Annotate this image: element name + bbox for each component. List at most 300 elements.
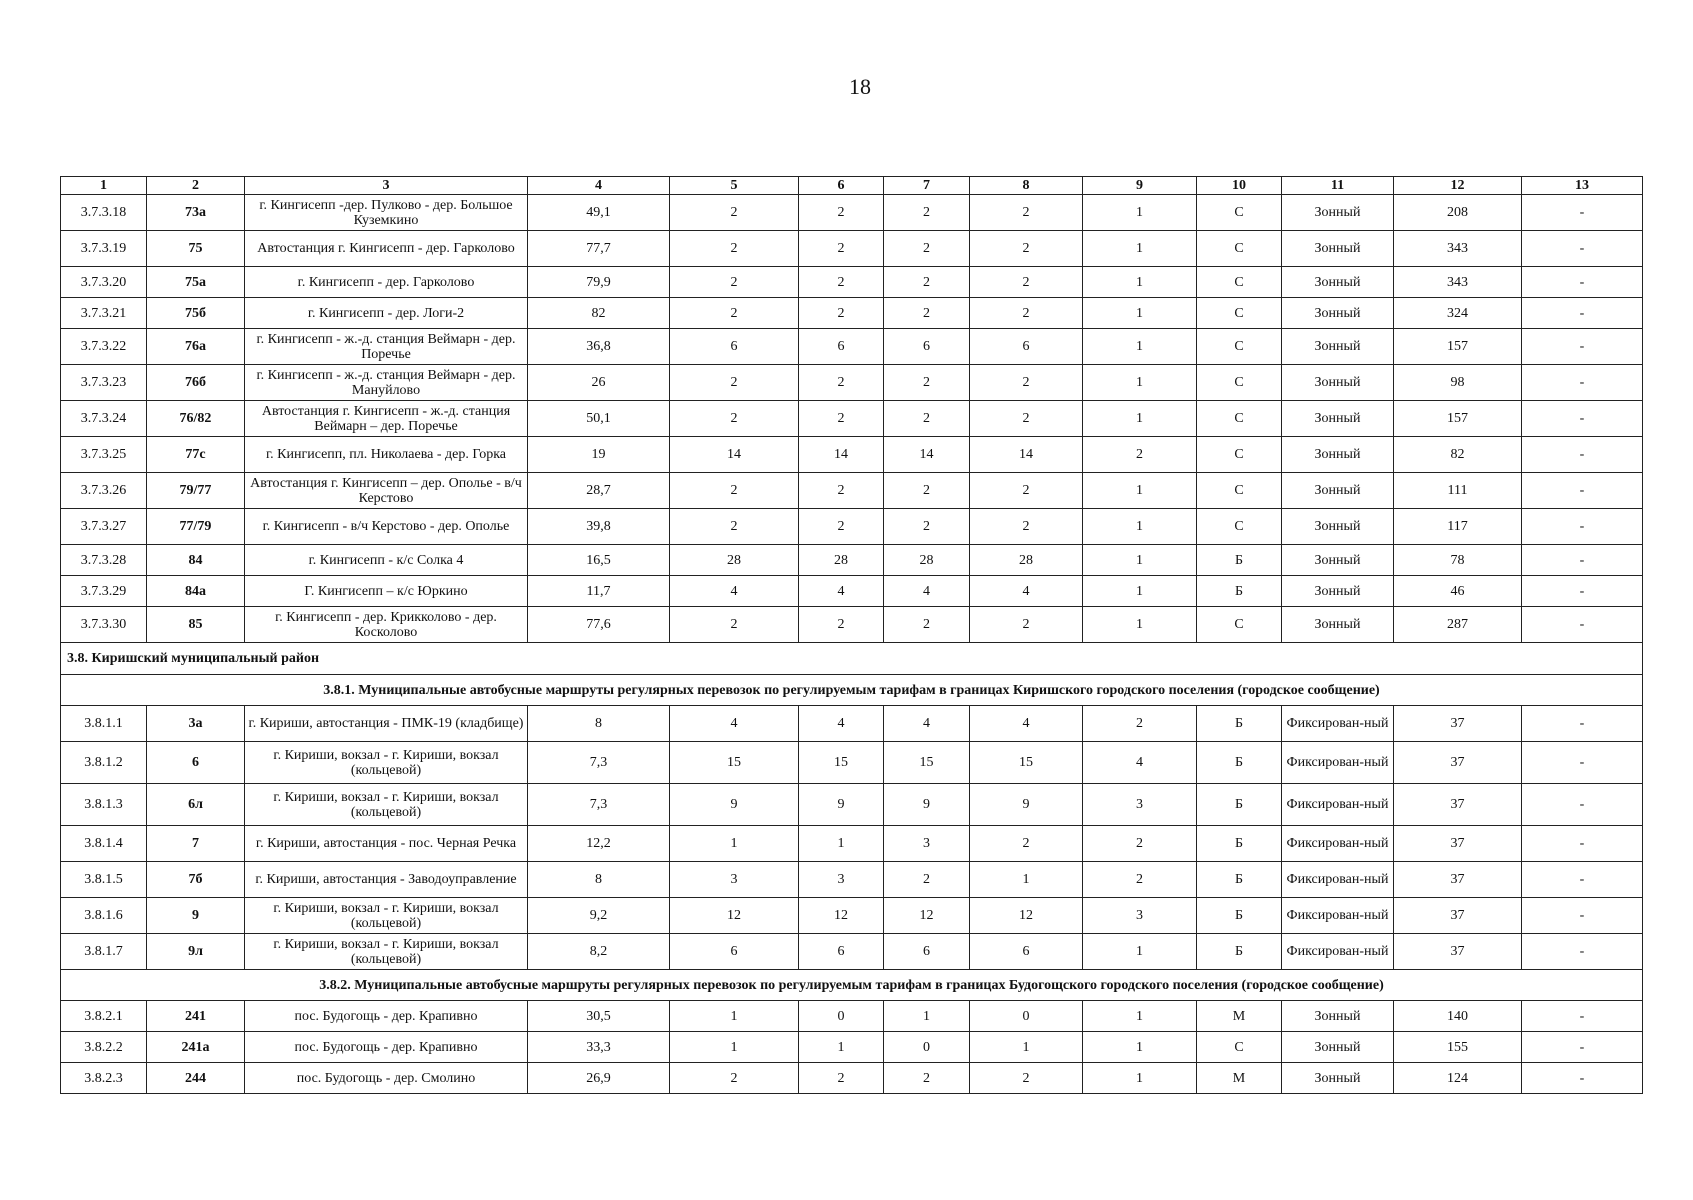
table-row <box>61 1032 1643 1063</box>
table-cell: Фиксирован-ный <box>1282 862 1394 898</box>
table-cell: 6 <box>884 329 970 365</box>
table-cell: 2 <box>884 607 970 643</box>
table-row <box>61 934 1643 970</box>
table-cell: 2 <box>670 473 799 509</box>
table-cell: 3.7.3.27 <box>61 509 147 545</box>
table-cell: Зонный <box>1282 473 1394 509</box>
table-cell: 157 <box>1394 329 1522 365</box>
table-cell: 2 <box>970 509 1083 545</box>
table-cell: 2 <box>884 473 970 509</box>
table-cell: Автостанция г. Кингисепп - ж.-д. станция Веймарн – дер. Поречье <box>245 401 528 437</box>
table-cell: 3 <box>799 862 884 898</box>
table-cell: 2 <box>970 607 1083 643</box>
table-cell: Г. Кингисепп – к/с Юркино <box>245 576 528 607</box>
table-cell: 343 <box>1394 231 1522 267</box>
table-cell: Б <box>1197 545 1282 576</box>
table-cell: 124 <box>1394 1063 1522 1094</box>
table-cell: Б <box>1197 862 1282 898</box>
table-cell: 3.7.3.22 <box>61 329 147 365</box>
table-cell: 26 <box>528 365 670 401</box>
table-cell: 4 <box>884 706 970 742</box>
column-header: 6 <box>799 177 884 195</box>
table-cell: 1 <box>970 862 1083 898</box>
subsection-heading-row <box>61 970 1643 1001</box>
table-cell: - <box>1522 298 1643 329</box>
table-cell: 26,9 <box>528 1063 670 1094</box>
table-cell: г. Кириши, вокзал - г. Кириши, вокзал (кольцевой) <box>245 742 528 784</box>
table-cell: 3 <box>884 826 970 862</box>
table-cell: Автостанция г. Кингисепп - дер. Гарколово <box>245 231 528 267</box>
table-cell: 79,9 <box>528 267 670 298</box>
table-cell: 0 <box>799 1001 884 1032</box>
table-cell: Автостанция г. Кингисепп – дер. Ополье - в/ч Керстово <box>245 473 528 509</box>
table-cell: 4 <box>884 576 970 607</box>
table-cell: 14 <box>799 437 884 473</box>
table-cell: 82 <box>1394 437 1522 473</box>
table-cell: 3.7.3.26 <box>61 473 147 509</box>
table-cell: 3 <box>1083 784 1197 826</box>
table-cell: 2 <box>670 231 799 267</box>
table-cell: Зонный <box>1282 267 1394 298</box>
table-cell: 4 <box>670 576 799 607</box>
table-cell: 1 <box>1083 267 1197 298</box>
table-cell: 2 <box>884 267 970 298</box>
table-cell: 16,5 <box>528 545 670 576</box>
table-cell: 14 <box>970 437 1083 473</box>
table-cell: 77/79 <box>147 509 245 545</box>
table-cell: Фиксирован-ный <box>1282 784 1394 826</box>
table-cell: - <box>1522 742 1643 784</box>
table-cell: 1 <box>670 826 799 862</box>
table-row <box>61 195 1643 231</box>
table-cell: г. Кириши, вокзал - г. Кириши, вокзал (кольцевой) <box>245 934 528 970</box>
table-cell: 111 <box>1394 473 1522 509</box>
table-cell: 6л <box>147 784 245 826</box>
table-cell: 9,2 <box>528 898 670 934</box>
table-cell: - <box>1522 545 1643 576</box>
table-cell: - <box>1522 231 1643 267</box>
table-cell: 0 <box>884 1032 970 1063</box>
table-cell: 7,3 <box>528 784 670 826</box>
table-cell: 2 <box>884 401 970 437</box>
table-cell: 9 <box>970 784 1083 826</box>
table-cell: 343 <box>1394 267 1522 298</box>
subsection-heading: 3.8.2. Муниципальные автобусные маршруты регулярных перевозок по регулируемым тарифам в границах Будогощского городского поселения (городское сообщение) <box>61 970 1643 1001</box>
table-cell: 6 <box>670 329 799 365</box>
table-cell: 9 <box>147 898 245 934</box>
table-cell: 12 <box>884 898 970 934</box>
table-cell: - <box>1522 473 1643 509</box>
table-cell: - <box>1522 934 1643 970</box>
table-cell: 37 <box>1394 784 1522 826</box>
table-cell: Зонный <box>1282 401 1394 437</box>
table-cell: 3а <box>147 706 245 742</box>
table-cell: 2 <box>884 862 970 898</box>
section-heading-row <box>61 643 1643 675</box>
table-cell: - <box>1522 509 1643 545</box>
subsection-heading-row <box>61 675 1643 706</box>
table-cell: Зонный <box>1282 1063 1394 1094</box>
table-cell: 4 <box>970 706 1083 742</box>
table-cell: 208 <box>1394 195 1522 231</box>
table-cell: г. Кингисепп - к/с Солка 4 <box>245 545 528 576</box>
table-cell: 1 <box>1083 365 1197 401</box>
table-cell: 3.8.1.3 <box>61 784 147 826</box>
table-cell: 2 <box>884 298 970 329</box>
table-cell: 1 <box>799 1032 884 1063</box>
table-header-row <box>61 177 1643 195</box>
table-row <box>61 545 1643 576</box>
table-cell: 9 <box>670 784 799 826</box>
table-cell: 30,5 <box>528 1001 670 1032</box>
table-cell: 3.8.1.5 <box>61 862 147 898</box>
table-cell: 46 <box>1394 576 1522 607</box>
routes-table <box>60 176 1643 1094</box>
table-cell: Зонный <box>1282 437 1394 473</box>
table-cell: 6 <box>884 934 970 970</box>
table-cell: 2 <box>970 1063 1083 1094</box>
table-cell: 7,3 <box>528 742 670 784</box>
table-cell: 3.8.2.1 <box>61 1001 147 1032</box>
table-cell: 2 <box>1083 862 1197 898</box>
table-cell: 2 <box>970 826 1083 862</box>
table-cell: Зонный <box>1282 329 1394 365</box>
table-cell: Фиксирован-ный <box>1282 934 1394 970</box>
table-row <box>61 898 1643 934</box>
table-cell: г. Кингисепп - ж.-д. станция Веймарн - дер. Мануйлово <box>245 365 528 401</box>
table-cell: 9 <box>799 784 884 826</box>
table-body <box>61 195 1643 1094</box>
table-cell: Зонный <box>1282 545 1394 576</box>
table-cell: 1 <box>1083 329 1197 365</box>
table-cell: 9 <box>884 784 970 826</box>
table-cell: 2 <box>670 1063 799 1094</box>
table-cell: 140 <box>1394 1001 1522 1032</box>
table-cell: 11,7 <box>528 576 670 607</box>
table-cell: пос. Будогощь - дер. Крапивно <box>245 1032 528 1063</box>
table-cell: г. Кириши, вокзал - г. Кириши, вокзал (кольцевой) <box>245 784 528 826</box>
table-cell: 2 <box>799 267 884 298</box>
table-cell: 1 <box>1083 1001 1197 1032</box>
table-cell: Б <box>1197 706 1282 742</box>
table-cell: 7 <box>147 826 245 862</box>
table-cell: 2 <box>884 195 970 231</box>
table-row <box>61 267 1643 298</box>
table-cell: - <box>1522 437 1643 473</box>
table-cell: 77с <box>147 437 245 473</box>
table-cell: - <box>1522 898 1643 934</box>
table-cell: 287 <box>1394 607 1522 643</box>
table-cell: 2 <box>799 607 884 643</box>
table-row <box>61 473 1643 509</box>
table-cell: 0 <box>970 1001 1083 1032</box>
table-cell: Б <box>1197 826 1282 862</box>
table-cell: 3.7.3.24 <box>61 401 147 437</box>
table-cell: С <box>1197 231 1282 267</box>
table-cell: 2 <box>884 365 970 401</box>
table-cell: С <box>1197 365 1282 401</box>
table-cell: 244 <box>147 1063 245 1094</box>
table-cell: 37 <box>1394 826 1522 862</box>
table-cell: 6 <box>799 934 884 970</box>
table-cell: - <box>1522 267 1643 298</box>
table-cell: 28,7 <box>528 473 670 509</box>
column-header: 3 <box>245 177 528 195</box>
table-cell: - <box>1522 401 1643 437</box>
table-cell: - <box>1522 1032 1643 1063</box>
table-cell: пос. Будогощь - дер. Крапивно <box>245 1001 528 1032</box>
table-cell: 2 <box>670 195 799 231</box>
column-header: 8 <box>970 177 1083 195</box>
table-cell: 2 <box>799 401 884 437</box>
column-header: 12 <box>1394 177 1522 195</box>
table-cell: 1 <box>1083 509 1197 545</box>
table-cell: 85 <box>147 607 245 643</box>
table-cell: 2 <box>884 231 970 267</box>
table-cell: 3.7.3.23 <box>61 365 147 401</box>
table-cell: 4 <box>670 706 799 742</box>
table-cell: 79/77 <box>147 473 245 509</box>
table-cell: 1 <box>1083 473 1197 509</box>
table-cell: 3.7.3.18 <box>61 195 147 231</box>
table-cell: 3.7.3.20 <box>61 267 147 298</box>
column-header: 5 <box>670 177 799 195</box>
table-cell: 33,3 <box>528 1032 670 1063</box>
table-cell: 2 <box>970 298 1083 329</box>
column-header: 2 <box>147 177 245 195</box>
table-cell: 8 <box>528 862 670 898</box>
table-cell: 2 <box>670 298 799 329</box>
table-cell: 6 <box>970 934 1083 970</box>
table-cell: 2 <box>970 473 1083 509</box>
table-cell: 98 <box>1394 365 1522 401</box>
table-cell: С <box>1197 267 1282 298</box>
table-cell: М <box>1197 1001 1282 1032</box>
table-cell: 3.7.3.25 <box>61 437 147 473</box>
table-cell: - <box>1522 862 1643 898</box>
table-cell: 2 <box>670 267 799 298</box>
table-cell: Б <box>1197 742 1282 784</box>
table-cell: 3.7.3.29 <box>61 576 147 607</box>
table-cell: 12,2 <box>528 826 670 862</box>
table-cell: 8,2 <box>528 934 670 970</box>
column-header: 7 <box>884 177 970 195</box>
table-cell: 3.7.3.28 <box>61 545 147 576</box>
table-cell: 1 <box>1083 545 1197 576</box>
table-row <box>61 742 1643 784</box>
table-cell: 117 <box>1394 509 1522 545</box>
table-cell: 2 <box>884 1063 970 1094</box>
table-cell: 12 <box>670 898 799 934</box>
table-row <box>61 437 1643 473</box>
column-header: 9 <box>1083 177 1197 195</box>
table-cell: 49,1 <box>528 195 670 231</box>
table-cell: - <box>1522 607 1643 643</box>
table-cell: 8 <box>528 706 670 742</box>
table-cell: 84а <box>147 576 245 607</box>
table-cell: 2 <box>670 607 799 643</box>
table-cell: - <box>1522 329 1643 365</box>
table-cell: 3.8.1.7 <box>61 934 147 970</box>
table-cell: 3.7.3.21 <box>61 298 147 329</box>
table-row <box>61 607 1643 643</box>
table-cell: г. Кингисепп - дер. Гарколово <box>245 267 528 298</box>
table-row <box>61 1001 1643 1032</box>
table-cell: 2 <box>1083 437 1197 473</box>
table-cell: 3 <box>1083 898 1197 934</box>
table-cell: Зонный <box>1282 231 1394 267</box>
table-cell: 28 <box>884 545 970 576</box>
table-cell: 3.8.1.6 <box>61 898 147 934</box>
table-cell: 1 <box>1083 195 1197 231</box>
table-cell: Зонный <box>1282 195 1394 231</box>
table-row <box>61 509 1643 545</box>
table-cell: 3.8.1.4 <box>61 826 147 862</box>
table-cell: 157 <box>1394 401 1522 437</box>
table-cell: 1 <box>1083 934 1197 970</box>
table-cell: - <box>1522 826 1643 862</box>
table-cell: 4 <box>1083 742 1197 784</box>
table-cell: 7б <box>147 862 245 898</box>
table-cell: - <box>1522 784 1643 826</box>
table-cell: 4 <box>799 706 884 742</box>
table-cell: 3.8.1.2 <box>61 742 147 784</box>
table-cell: 2 <box>799 473 884 509</box>
table-cell: 15 <box>799 742 884 784</box>
table-row <box>61 401 1643 437</box>
table-cell: 1 <box>670 1001 799 1032</box>
table-cell: 1 <box>799 826 884 862</box>
column-header: 10 <box>1197 177 1282 195</box>
table-row <box>61 298 1643 329</box>
table-cell: 3.8.2.2 <box>61 1032 147 1063</box>
table-cell: 155 <box>1394 1032 1522 1063</box>
table-cell: Зонный <box>1282 1001 1394 1032</box>
table-cell: 2 <box>670 365 799 401</box>
table-cell: 3.8.1.1 <box>61 706 147 742</box>
table-cell: г. Кингисепп - ж.-д. станция Веймарн - дер. Поречье <box>245 329 528 365</box>
table-cell: С <box>1197 437 1282 473</box>
table-cell: 28 <box>970 545 1083 576</box>
table-cell: С <box>1197 473 1282 509</box>
table-cell: 6 <box>799 329 884 365</box>
table-cell: 2 <box>799 231 884 267</box>
table-cell: С <box>1197 607 1282 643</box>
table-cell: 14 <box>670 437 799 473</box>
table-cell: 2 <box>970 365 1083 401</box>
table-cell: 3.8.2.3 <box>61 1063 147 1094</box>
table-cell: Фиксирован-ный <box>1282 742 1394 784</box>
subsection-heading: 3.8.1. Муниципальные автобусные маршруты регулярных перевозок по регулируемым тарифам в границах Киришского городского поселения (городское сообщение) <box>61 675 1643 706</box>
table-cell: 1 <box>1083 1032 1197 1063</box>
table-cell: г. Кириши, автостанция - Заводоуправление <box>245 862 528 898</box>
table-cell: 1 <box>970 1032 1083 1063</box>
table-cell: 73а <box>147 195 245 231</box>
table-cell: 1 <box>1083 298 1197 329</box>
table-cell: Зонный <box>1282 365 1394 401</box>
table-cell: 2 <box>670 509 799 545</box>
table-cell: С <box>1197 1032 1282 1063</box>
table-cell: 37 <box>1394 898 1522 934</box>
column-header: 4 <box>528 177 670 195</box>
table-cell: 39,8 <box>528 509 670 545</box>
table-cell: 2 <box>799 509 884 545</box>
table-cell: 50,1 <box>528 401 670 437</box>
table-cell: 1 <box>670 1032 799 1063</box>
table-cell: 2 <box>970 401 1083 437</box>
table-cell: 2 <box>799 365 884 401</box>
table-row <box>61 329 1643 365</box>
table-cell: 2 <box>970 231 1083 267</box>
table-cell: С <box>1197 195 1282 231</box>
table-cell: г. Кириши, автостанция - ПМК-19 (кладбище) <box>245 706 528 742</box>
table-cell: 15 <box>970 742 1083 784</box>
table-cell: - <box>1522 195 1643 231</box>
column-header: 1 <box>61 177 147 195</box>
table-cell: г. Кингисепп -дер. Пулково - дер. Большое Куземкино <box>245 195 528 231</box>
table-cell: 77,7 <box>528 231 670 267</box>
table-cell: М <box>1197 1063 1282 1094</box>
table-cell: 77,6 <box>528 607 670 643</box>
table-cell: Б <box>1197 784 1282 826</box>
page-number: 18 <box>849 74 871 99</box>
table-row <box>61 231 1643 267</box>
table-cell: 28 <box>799 545 884 576</box>
table-cell: 1 <box>1083 607 1197 643</box>
table-cell: С <box>1197 329 1282 365</box>
table-cell: - <box>1522 576 1643 607</box>
table-cell: 15 <box>884 742 970 784</box>
table-cell: 2 <box>670 401 799 437</box>
table-cell: Зонный <box>1282 607 1394 643</box>
table-cell: 76а <box>147 329 245 365</box>
table-cell: г. Кингисепп - в/ч Керстово - дер. Ополье <box>245 509 528 545</box>
table-cell: 1 <box>1083 401 1197 437</box>
table-cell: 76/82 <box>147 401 245 437</box>
column-header: 11 <box>1282 177 1394 195</box>
table-cell: 3 <box>670 862 799 898</box>
table-cell: 4 <box>799 576 884 607</box>
table-cell: 2 <box>799 298 884 329</box>
table-row <box>61 1063 1643 1094</box>
table-cell: Фиксирован-ный <box>1282 706 1394 742</box>
table-cell: Фиксирован-ный <box>1282 898 1394 934</box>
table-cell: 1 <box>1083 231 1197 267</box>
table-row <box>61 784 1643 826</box>
table-cell: 3.7.3.30 <box>61 607 147 643</box>
table-cell: 2 <box>1083 706 1197 742</box>
table-cell: Зонный <box>1282 509 1394 545</box>
table-cell: 6 <box>970 329 1083 365</box>
table-cell: Зонный <box>1282 576 1394 607</box>
table-cell: 12 <box>970 898 1083 934</box>
table-cell: 37 <box>1394 706 1522 742</box>
table-cell: 76б <box>147 365 245 401</box>
table-cell: С <box>1197 509 1282 545</box>
table-cell: г. Кингисепп - дер. Крикколово - дер. Косколово <box>245 607 528 643</box>
table-cell: 1 <box>1083 576 1197 607</box>
table-cell: 78 <box>1394 545 1522 576</box>
table-cell: 37 <box>1394 742 1522 784</box>
table-row <box>61 862 1643 898</box>
routes-table-container <box>60 176 1642 1094</box>
table-cell: - <box>1522 1063 1643 1094</box>
table-cell: 1 <box>884 1001 970 1032</box>
table-cell: 2 <box>799 1063 884 1094</box>
table-cell: С <box>1197 401 1282 437</box>
table-row <box>61 365 1643 401</box>
table-cell: 37 <box>1394 862 1522 898</box>
